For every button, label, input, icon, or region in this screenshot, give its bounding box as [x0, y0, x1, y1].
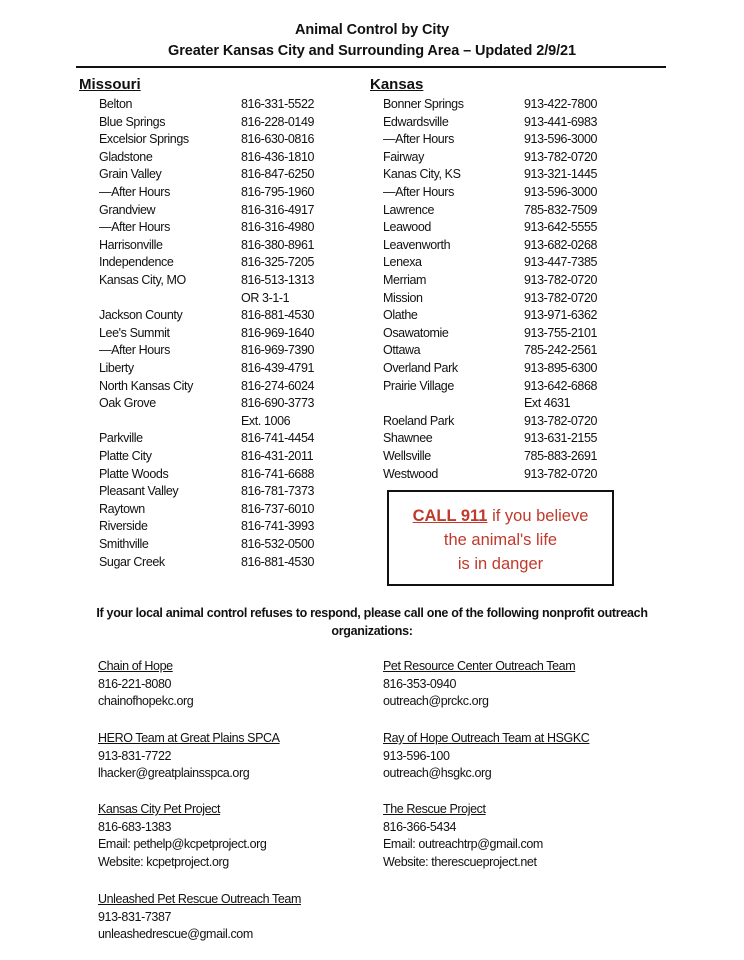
phone-number: Ext. 1006 — [241, 413, 291, 428]
org-phone: 913-596-100 — [383, 748, 450, 763]
phone-number: 913-971-6362 — [524, 308, 598, 323]
org-hero-team — [98, 730, 280, 783]
phone-number: 785-883-2691 — [524, 449, 598, 463]
alert-line-2: the animal's life — [443, 531, 558, 549]
org-ray-of-hope — [383, 730, 589, 783]
city-name: Riverside — [99, 519, 148, 534]
header-divider — [76, 66, 666, 68]
city-name: Sugar Creek — [99, 554, 165, 569]
org-website: Website: kcpetproject.org — [98, 854, 229, 869]
org-website: Website: therescueproject.net — [383, 854, 537, 869]
org-email: unleashedrescue@gmail.com — [98, 927, 253, 941]
org-name: Chain of Hope — [98, 659, 173, 673]
city-name: Oak Grove — [99, 396, 156, 411]
phone-number: 913-441-6983 — [524, 114, 598, 129]
phone-number: 816-331-5522 — [241, 97, 315, 111]
phone-number: 785-832-7509 — [524, 202, 598, 217]
city-name: Platte City — [99, 449, 152, 463]
phone-number: 913-596-3000 — [524, 185, 598, 199]
org-email: Email: pethelp@kcpetproject.org — [98, 837, 267, 851]
city-name: Ottawa — [383, 343, 421, 358]
city-name: Leavenworth — [383, 237, 451, 252]
city-name: Merriam — [383, 273, 427, 287]
phone-number: 913-447-7385 — [524, 255, 598, 270]
city-name: North Kansas City — [99, 378, 193, 393]
phone-number: 816-847-6250 — [241, 167, 315, 182]
phone-number: 913-682-0268 — [524, 237, 598, 252]
city-name: Excelsior Springs — [99, 132, 189, 147]
phone-number: 816-325-7205 — [241, 255, 315, 270]
city-name: Kanas City, KS — [383, 167, 461, 182]
phone-number: 816-737-6010 — [241, 501, 315, 516]
org-name: The Rescue Project — [383, 802, 486, 816]
city-name: Blue Springs — [99, 114, 166, 129]
city-name: Kansas City, MO — [99, 273, 186, 287]
city-name: Gladstone — [99, 149, 153, 164]
phone-number: 913-782-0720 — [524, 466, 598, 481]
city-name: Leawood — [383, 220, 431, 235]
city-name: Grandview — [99, 202, 156, 217]
phone-number: 816-741-4454 — [241, 431, 315, 446]
org-kc-pet-project — [98, 801, 266, 871]
phone-number: OR 3-1-1 — [241, 290, 290, 305]
phone-number: 816-274-6024 — [241, 378, 315, 393]
phone-number: 913-642-6868 — [524, 378, 598, 393]
org-email: Email: outreachtrp@gmail.com — [383, 837, 543, 851]
org-chain-of-hope — [98, 658, 193, 711]
org-email: outreach@prckc.org — [383, 694, 489, 708]
emergency-callout — [387, 490, 614, 586]
org-pet-resource-center — [383, 658, 575, 711]
city-name: Prairie Village — [383, 378, 454, 393]
org-name: Kansas City Pet Project — [98, 802, 221, 816]
phone-number: 816-690-3773 — [241, 396, 315, 411]
org-name: Pet Resource Center Outreach Team — [383, 659, 576, 673]
phone-number: 913-782-0720 — [524, 149, 598, 164]
org-phone: 913-831-7722 — [98, 748, 172, 763]
phone-number: 816-439-4791 — [241, 361, 315, 375]
alert-line-1: if you believe — [487, 507, 589, 525]
org-name: Ray of Hope Outreach Team at HSGKC — [383, 731, 590, 745]
alert-line-3: is in danger — [457, 555, 544, 573]
city-name: Bonner Springs — [383, 97, 464, 111]
city-name: Fairway — [383, 149, 424, 164]
city-name: Lenexa — [383, 255, 422, 270]
city-name: Overland Park — [383, 361, 458, 375]
phone-number: 816-228-0149 — [241, 114, 315, 129]
phone-number: 913-321-1445 — [524, 167, 598, 182]
city-name: Platte Woods — [99, 466, 169, 481]
org-phone: 816-221-8080 — [98, 676, 172, 691]
org-email: outreach@hsgkc.org — [383, 766, 492, 780]
org-phone: 816-366-5434 — [383, 819, 457, 834]
kansas-heading: Kansas — [370, 76, 424, 93]
phone-number: 913-895-6300 — [524, 361, 598, 375]
city-name: Independence — [99, 255, 174, 270]
city-name: —After Hours — [99, 343, 170, 358]
org-name: HERO Team at Great Plains SPCA — [98, 731, 280, 745]
city-name: —After Hours — [99, 185, 170, 199]
phone-number: 913-631-2155 — [524, 431, 598, 446]
phone-number: 816-781-7373 — [241, 484, 315, 499]
phone-number: 816-969-1640 — [241, 325, 315, 340]
phone-number: 913-755-2101 — [524, 325, 598, 340]
phone-number: 816-436-1810 — [241, 149, 315, 164]
phone-number: 816-316-4980 — [241, 220, 315, 235]
city-name: Belton — [99, 97, 133, 111]
org-email: lhacker@greatplainsspca.org — [98, 766, 250, 780]
phone-number: 816-630-0816 — [241, 132, 315, 147]
city-name: Mission — [383, 290, 423, 305]
phone-number: 913-642-5555 — [524, 220, 598, 235]
city-name: Liberty — [99, 361, 134, 375]
phone-number: 816-741-6688 — [241, 466, 315, 481]
city-name: Wellsville — [383, 449, 431, 463]
phone-number: 816-532-0500 — [241, 537, 315, 551]
phone-number: 913-422-7800 — [524, 97, 598, 111]
city-name: Smithville — [99, 537, 149, 551]
city-name: —After Hours — [383, 185, 454, 199]
phone-number: 816-513-1313 — [241, 273, 315, 287]
city-name: Westwood — [383, 466, 438, 481]
city-name: Raytown — [99, 501, 145, 516]
city-name: Harrisonville — [99, 237, 163, 252]
outreach-intro: If your local animal control refuses to respond, please call one of the following nonprofit outreach organizations: — [96, 606, 648, 638]
city-name: Pleasant Valley — [99, 484, 179, 499]
city-name: Roeland Park — [383, 413, 454, 428]
city-name: Olathe — [383, 308, 418, 323]
city-name: —After Hours — [99, 220, 170, 235]
city-name: Lawrence — [383, 202, 434, 217]
org-phone: 816-353-0940 — [383, 676, 457, 691]
phone-number: 913-782-0720 — [524, 273, 598, 287]
city-name: Jackson County — [99, 308, 183, 323]
page-subtitle: Greater Kansas City and Surrounding Area – Updated 2/9/21 — [168, 43, 576, 59]
city-name: Lee's Summit — [99, 325, 170, 340]
org-phone: 913-831-7387 — [98, 909, 172, 924]
phone-number: 816-316-4917 — [241, 202, 315, 217]
phone-number: 913-782-0720 — [524, 413, 598, 428]
phone-number: 816-795-1960 — [241, 185, 315, 199]
phone-number: 816-431-2011 — [241, 449, 314, 463]
city-name: Shawnee — [383, 431, 433, 446]
org-rescue-project — [383, 801, 543, 871]
phone-number: 816-881-4530 — [241, 554, 315, 569]
city-name: Osawatomie — [383, 325, 449, 340]
call-911-text: CALL 911 — [412, 507, 488, 525]
org-website: chainofhopekc.org — [98, 694, 194, 708]
page-title: Animal Control by City — [294, 22, 450, 38]
org-phone: 816-683-1383 — [98, 819, 172, 834]
missouri-heading: Missouri — [79, 76, 141, 93]
phone-number: 816-969-7390 — [241, 343, 315, 358]
org-unleashed — [98, 891, 301, 944]
org-name: Unleashed Pet Rescue Outreach Team — [98, 892, 301, 906]
phone-number: 785-242-2561 — [524, 343, 598, 358]
phone-number: 816-741-3993 — [241, 519, 315, 534]
city-name: Edwardsville — [383, 114, 449, 129]
phone-number: 913-596-3000 — [524, 132, 598, 147]
phone-number: 816-380-8961 — [241, 237, 315, 252]
city-name: Parkville — [99, 431, 143, 446]
phone-number: 913-782-0720 — [524, 290, 598, 305]
phone-number: 816-881-4530 — [241, 308, 315, 323]
city-name: Grain Valley — [99, 167, 162, 182]
city-name: —After Hours — [383, 132, 454, 147]
phone-number: Ext 4631 — [524, 396, 571, 411]
